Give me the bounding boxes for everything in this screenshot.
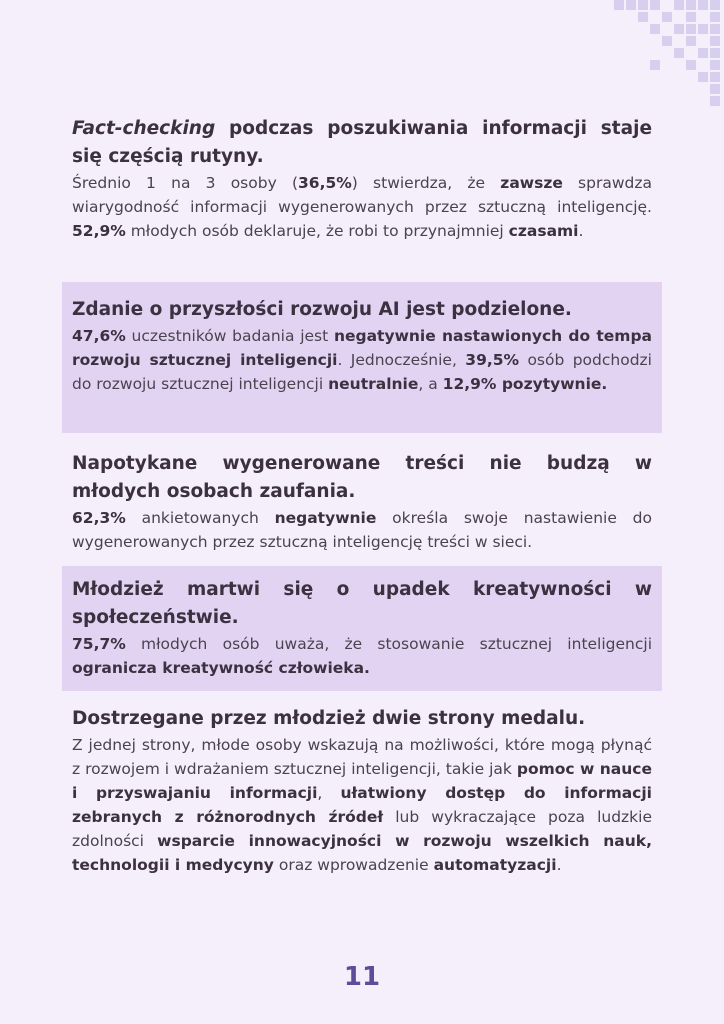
decor-square xyxy=(710,48,720,58)
decor-square xyxy=(638,12,648,22)
decor-square xyxy=(710,60,720,70)
decor-square xyxy=(686,60,696,70)
section-fact-checking xyxy=(62,115,662,243)
decor-square xyxy=(710,96,720,106)
decor-square xyxy=(614,0,624,10)
decor-square xyxy=(686,12,696,22)
decor-square xyxy=(626,0,636,10)
section-two-sides xyxy=(62,705,662,877)
section-heading: Młodzież martwi się o upadek kreatywności w społeczeństwie. xyxy=(72,579,652,628)
section-body: Średnio 1 na 3 osoby (36,5%) stwierdza, że zawsze sprawdza wiarygodność informacji wygenerowanych przez sztuczną inteligencję. 52,9% młodych osób deklaruje, że robi to przynajmniej czasami. xyxy=(72,174,652,240)
decor-square xyxy=(650,0,660,10)
decor-square xyxy=(674,0,684,10)
decor-square xyxy=(650,60,660,70)
decor-square xyxy=(710,36,720,46)
decor-square xyxy=(686,0,696,10)
page-number: 11 xyxy=(343,962,381,992)
decor-square xyxy=(662,36,672,46)
decor-square xyxy=(674,48,684,58)
decor-square xyxy=(698,48,708,58)
section-ai-future xyxy=(62,282,662,433)
decor-square xyxy=(698,0,708,10)
section-creativity xyxy=(62,566,662,691)
decor-square xyxy=(686,36,696,46)
section-body: 75,7% młodych osób uważa, że stosowanie sztucznej inteligencji ogranicza kreatywność człowieka. xyxy=(72,635,652,677)
decor-square xyxy=(698,24,708,34)
decor-square xyxy=(650,24,660,34)
section-body: Z jednej strony, młode osoby wskazują na możliwości, które mogą płynąć z rozwojem i wdrażaniem sztucznej inteligencji, takie jak pomoc w nauce i przyswajaniu informacji, ułatwiony dostęp do informacji zebranych z różnorodnych źródeł lub wykraczające poza ludzkie zdolności wsparcie innowacyjności w rozwoju wszelkich nauk, technologii i medycyny oraz wprowadzenie automatyzacji. xyxy=(72,736,652,874)
section-heading: Zdanie o przyszłości rozwoju AI jest podzielone. xyxy=(72,299,572,320)
section-heading: Napotykane wygenerowane treści nie budzą w młodych osobach zaufania. xyxy=(72,453,652,502)
section-trust xyxy=(62,450,662,554)
decor-square xyxy=(686,24,696,34)
decor-square xyxy=(638,0,648,10)
decor-square xyxy=(698,72,708,82)
section-heading: Dostrzegane przez młodzież dwie strony medalu. xyxy=(72,708,586,729)
decor-square xyxy=(710,24,720,34)
decor-square xyxy=(710,72,720,82)
decor-square xyxy=(710,12,720,22)
section-body: 62,3% ankietowanych negatywnie określa swoje nastawienie do wygenerowanych przez sztuczną inteligencję treści w sieci. xyxy=(72,509,652,551)
section-body: 47,6% uczestników badania jest negatywnie nastawionych do tempa rozwoju sztucznej inteligencji. Jednocześnie, 39,5% osób podchodzi do rozwoju sztucznej inteligencji neutralnie, a 12,9% pozytywnie. xyxy=(72,327,652,393)
decor-square xyxy=(710,84,720,94)
decor-square xyxy=(662,12,672,22)
decor-square xyxy=(710,0,720,10)
decor-square xyxy=(674,24,684,34)
section-heading: Fact-checking podczas poszukiwania informacji staje się częścią rutyny. xyxy=(72,118,652,167)
corner-pixel-decoration xyxy=(614,0,724,110)
